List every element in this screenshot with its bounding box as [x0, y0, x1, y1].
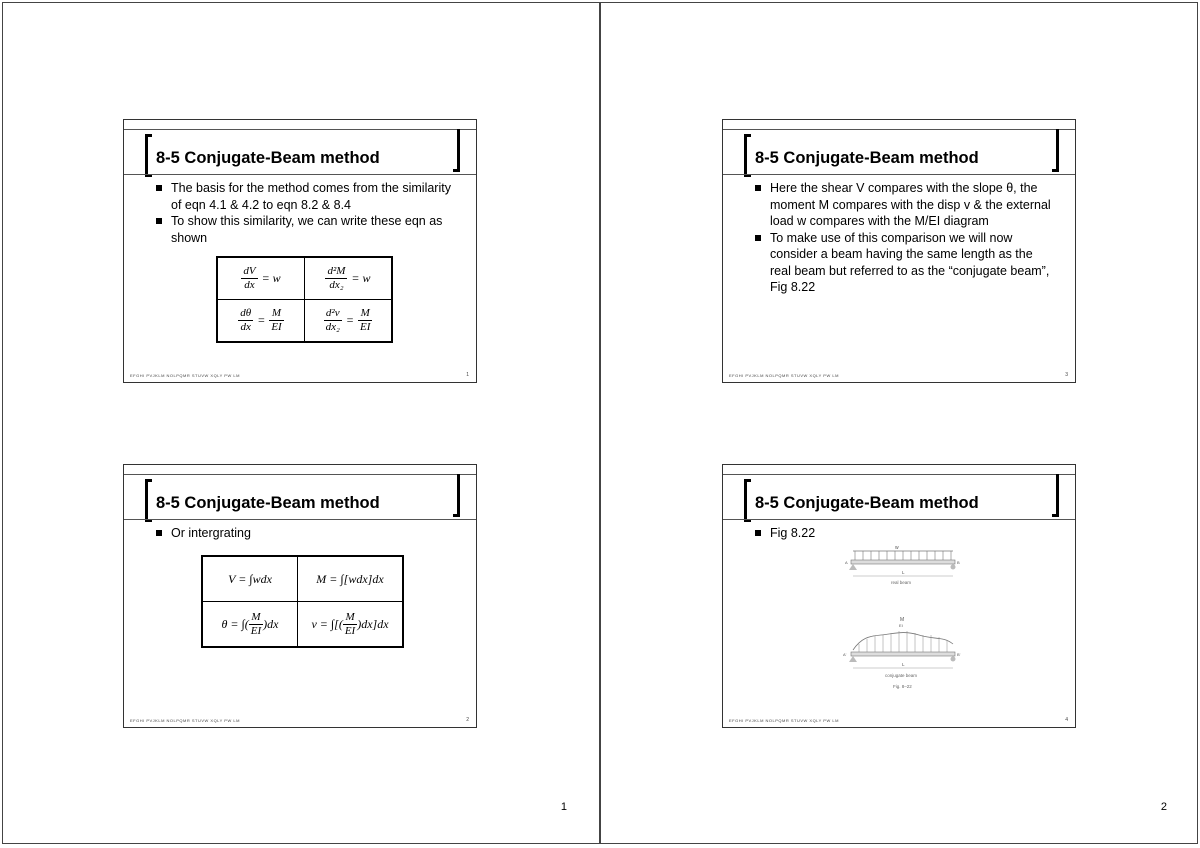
equation-cell: [298, 556, 404, 602]
title-bracket-left: [145, 134, 152, 177]
pin-support: [849, 656, 857, 662]
denominator: dx₂: [325, 321, 340, 333]
equals-sign: =: [257, 313, 266, 327]
roller-support: [951, 565, 956, 570]
integral-equations-table: [201, 555, 404, 648]
distributed-load-arrows: [855, 551, 951, 560]
title-bracket-right: [453, 129, 460, 172]
slide-title-rule: [124, 519, 476, 520]
load-label: w: [895, 545, 899, 551]
label-a: A: [845, 560, 848, 565]
numerator: M: [269, 307, 283, 321]
title-bracket-left: [744, 134, 751, 177]
equals-sign: =: [345, 313, 354, 327]
length-label: L: [902, 570, 905, 575]
slide-top-rule: [124, 474, 476, 475]
slide-number: 4: [1065, 717, 1068, 723]
beam-figure: [823, 540, 963, 710]
real-beam-caption: real beam: [891, 580, 912, 585]
slide-title: 8-5 Conjugate-Beam method: [156, 149, 380, 167]
title-bracket-left: [744, 479, 751, 522]
length-label: L: [902, 662, 905, 667]
equation-part: θ = ∫(: [221, 616, 249, 631]
equation-cell: [305, 257, 393, 300]
bullet-item: Fig 8.22: [755, 525, 1055, 542]
pin-support: [849, 564, 857, 570]
m-ei-diagram: [853, 633, 953, 650]
slide-title: 8-5 Conjugate-Beam method: [755, 494, 979, 512]
label-b: B: [957, 560, 960, 565]
numerator: M: [343, 611, 357, 625]
bullet-list: [156, 180, 456, 246]
m-label: M: [900, 617, 905, 623]
title-bracket-right: [1052, 129, 1059, 172]
roller-support: [951, 657, 956, 662]
numerator: dθ: [240, 307, 252, 319]
bullet-list: [156, 525, 456, 542]
numerator: d²v: [324, 307, 342, 321]
slide-number: 1: [466, 372, 469, 378]
slide-4: [722, 464, 1076, 728]
equation-rhs: = w: [261, 271, 281, 285]
equation-cell: [217, 257, 305, 300]
denominator: EI: [250, 624, 262, 637]
equation-part: )dx: [263, 616, 279, 631]
figure-caption: Fig. 8–22: [893, 684, 912, 689]
handout-page-1: [2, 2, 600, 844]
equation-rhs: = w: [351, 271, 371, 285]
slide-footer: EFGHI PVJKLM NOLPQMR STUVW XQLY PW LM: [130, 718, 240, 723]
equation-cell: [202, 556, 298, 602]
denominator: EI: [359, 321, 371, 333]
numerator: M: [249, 611, 263, 625]
equation-cell: [217, 300, 305, 343]
equation: M = ∫[wdx]dx: [316, 571, 384, 586]
slide-footer: EFGHI PVJKLM NOLPQMR STUVW XQLY PW LM: [729, 373, 839, 378]
equation-part: )dx]dx: [357, 616, 389, 631]
page-number: 2: [1160, 801, 1167, 813]
equation-cell: [305, 300, 393, 343]
slide-3: [722, 119, 1076, 383]
bullet-item: Here the shear V compares with the slope θ, the moment M compares with the disp v & the external load w compares with the M/EI diagram: [755, 180, 1055, 230]
denominator: EI: [344, 624, 356, 637]
bullet-list: [755, 180, 1055, 296]
slide-1: [123, 119, 477, 383]
slide-top-rule: [723, 474, 1075, 475]
slide-footer: EFGHI PVJKLM NOLPQMR STUVW XQLY PW LM: [130, 373, 240, 378]
slide-top-rule: [723, 129, 1075, 130]
slide-title-rule: [723, 174, 1075, 175]
slide-top-rule: [124, 129, 476, 130]
ei-label: EI: [899, 623, 903, 628]
m-ei-load-arrows: [859, 631, 947, 652]
handout-page-2: [600, 2, 1198, 844]
slide-number: 2: [466, 717, 469, 723]
denominator: EI: [271, 321, 282, 333]
title-bracket-left: [145, 479, 152, 522]
slide-title-rule: [723, 519, 1075, 520]
bullet-item: To make use of this comparison we will now consider a beam having the same length as the real beam but referred to as the “conjugate beam”, Fig 8.22: [755, 230, 1055, 296]
bullet-item: Or intergrating: [156, 525, 456, 542]
label-a-prime: A': [843, 652, 847, 657]
numerator: M: [358, 307, 372, 321]
bullet-item: The basis for the method comes from the similarity of eqn 4.1 & 4.2 to eqn 8.2 & 8.4: [156, 180, 456, 213]
slide-footer: EFGHI PVJKLM NOLPQMR STUVW XQLY PW LM: [729, 718, 839, 723]
label-b-prime: B': [957, 652, 961, 657]
title-bracket-right: [1052, 474, 1059, 517]
conjugate-beam: [851, 652, 955, 656]
numerator: d²M: [327, 265, 346, 277]
equation-cell: [298, 602, 404, 648]
title-bracket-right: [453, 474, 460, 517]
slide-title: 8-5 Conjugate-Beam method: [156, 494, 380, 512]
denominator: dx₂: [329, 279, 344, 291]
bullet-item: To show this similarity, we can write these eqn as shown: [156, 213, 456, 246]
equation-part: v = ∫[(: [311, 616, 343, 631]
real-beam: [851, 560, 955, 564]
numerator: dV: [243, 265, 256, 277]
slide-2: [123, 464, 477, 728]
slide-title: 8-5 Conjugate-Beam method: [755, 149, 979, 167]
equation: V = ∫wdx: [228, 571, 272, 586]
denominator: dx: [244, 279, 255, 291]
differential-equations-table: [216, 256, 393, 343]
slide-number: 3: [1065, 372, 1068, 378]
slide-title-rule: [124, 174, 476, 175]
conjugate-beam-caption: conjugate beam: [885, 673, 918, 678]
page-number: 1: [560, 801, 567, 813]
denominator: dx: [240, 321, 251, 333]
equation-cell: [202, 602, 298, 648]
